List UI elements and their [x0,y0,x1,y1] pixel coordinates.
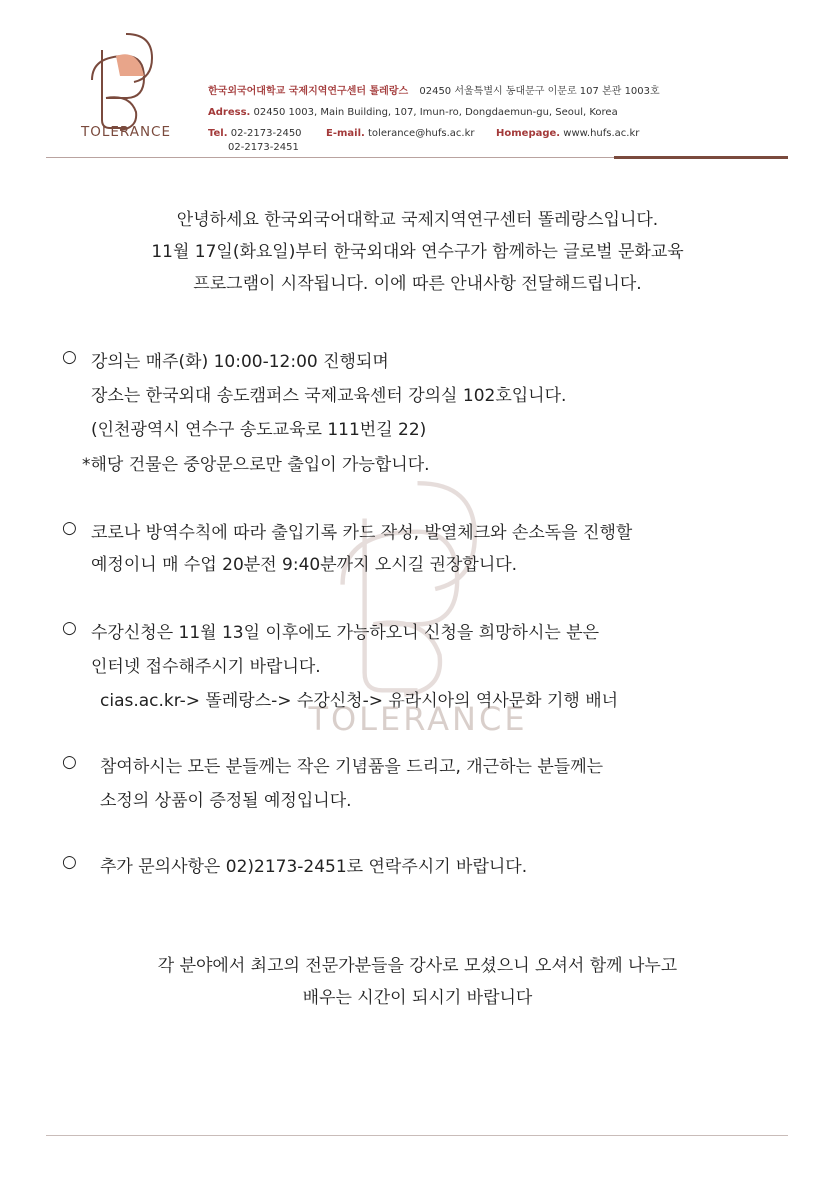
closing-paragraph [0,950,835,1014]
org-name: 한국외국어대학교 국제지역연구센터 톨레랑스 [208,86,409,97]
tel-value-2: 02-2173-2451 [228,142,299,153]
list-item-note: *해당 건물은 중앙문으로만 출입이 가능합니다. [82,455,430,475]
homepage-label: Homepage. [496,128,561,139]
header-address [208,107,618,118]
homepage-value: www.hufs.ac.kr [563,128,640,139]
watermark-text: TOLERANCE [308,700,528,738]
logo-wordmark: TOLERANCE [80,124,172,140]
list-item-bullet: ○ [62,347,77,367]
list-item-line: 인터넷 접수해주시기 바랍니다. [91,657,321,677]
list-item-line: 강의는 매주(화) 10:00-12:00 진행되며 [91,352,389,372]
list-item-line: 추가 문의사항은 02)2173-2451로 연락주시기 바랍니다. [100,857,528,877]
address-value: 02450 1003, Main Building, 107, Imun-ro, Dongdaemun-gu, Seoul, Korea [253,107,618,118]
org-address: 02450 서울특별시 동대문구 이문로 107 본관 1003호 [419,86,660,97]
tel-value-1: 02-2173-2450 [230,128,302,139]
intro-line: 11월 17일(화요일)부터 한국외대와 연수구가 함께하는 글로벌 문화교육 [151,242,684,262]
registration-path: cias.ac.kr-> 똘레랑스-> 수강신청-> 유라시아의 역사문화 기행 배너 [100,691,619,711]
intro-line: 프로그램이 시작됩니다. 이에 따른 안내사항 전달해드립니다. [193,274,642,294]
list-item-bullet: ○ [62,518,77,538]
tel-label: Tel. [208,128,228,139]
list-item-bullet: ○ [62,618,77,638]
closing-line: 각 분야에서 최고의 전문가분들을 강사로 모셨으니 오셔서 함께 나누고 [157,956,678,976]
header-organization [208,82,660,97]
list-item-bullet: ○ [62,752,77,772]
footer-divider [46,1135,788,1136]
list-item-bullet: ○ [62,852,77,872]
list-item-line: 참여하시는 모든 분들께는 작은 기념품을 드리고, 개근하는 분들께는 [100,757,604,777]
email-label: E-mail. [326,128,365,139]
list-item-line: 수강신청은 11월 13일 이후에도 가능하오니 신청을 희망하시는 분은 [91,623,600,643]
list-item-line: 예정이니 매 수업 20분전 9:40분까지 오시길 권장합니다. [91,555,518,575]
closing-line: 배우는 시간이 되시기 바랍니다 [302,988,533,1008]
header-homepage [496,128,639,139]
header-tel [208,128,302,139]
address-label: Adress. [208,107,251,118]
intro-line: 안녕하세요 한국외국어대학교 국제지역연구센터 똘레랑스입니다. [176,210,659,230]
list-item-line: 코로나 방역수칙에 따라 출입기록 카드 작성, 발열체크와 손소독을 진행할 [91,523,633,543]
header-divider-accent [614,156,788,159]
header-email [326,128,475,139]
list-item-line: (인천광역시 연수구 송도교육로 111번길 22) [91,420,427,440]
list-item-line: 소정의 상품이 증정될 예정입니다. [100,791,352,811]
email-value: tolerance@hufs.ac.kr [368,128,475,139]
list-item-line: 장소는 한국외대 송도캠퍼스 국제교육센터 강의실 102호입니다. [91,386,567,406]
intro-paragraph [0,204,835,300]
